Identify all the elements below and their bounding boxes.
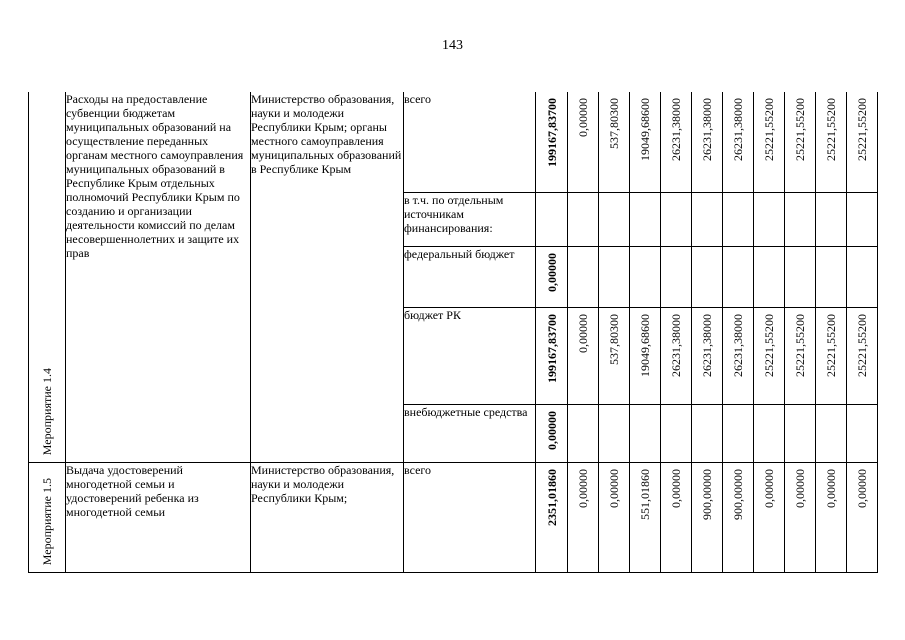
year-cell xyxy=(599,307,630,404)
year-amount: 25221,55200 xyxy=(793,313,807,377)
year-amount: 900,00000 xyxy=(700,468,714,520)
funding-source: внебюджетные средства xyxy=(404,404,536,462)
year-cell xyxy=(630,246,661,307)
year-amount: 0,00000 xyxy=(855,468,869,508)
year-cell xyxy=(723,462,754,572)
year-amount: 25221,55200 xyxy=(824,313,838,377)
year-cell xyxy=(754,192,785,246)
year-cell xyxy=(661,462,692,572)
year-cell xyxy=(847,404,878,462)
year-cell xyxy=(754,246,785,307)
year-amount: 19049,68600 xyxy=(638,313,652,377)
year-amount: 25221,55200 xyxy=(855,313,869,377)
year-amount: 26231,38000 xyxy=(669,313,683,377)
year-amount: 26231,38000 xyxy=(731,98,745,161)
funding-source: всего xyxy=(404,462,536,572)
year-cell xyxy=(568,307,599,404)
year-cell xyxy=(692,192,723,246)
year-cell xyxy=(568,404,599,462)
year-amount: 537,80300 xyxy=(607,98,621,149)
year-cell xyxy=(661,307,692,404)
funding-source: федеральный бюджет xyxy=(404,246,536,307)
year-cell xyxy=(630,92,661,192)
year-cell xyxy=(847,246,878,307)
year-cell xyxy=(723,307,754,404)
year-cell xyxy=(816,404,847,462)
total-cell xyxy=(536,307,568,404)
event-id: Мероприятие 1.4 xyxy=(40,368,54,456)
year-cell xyxy=(816,307,847,404)
funding-source: в т.ч. по отдельным источникам финансирования: xyxy=(404,192,536,246)
year-cell xyxy=(568,92,599,192)
year-amount: 26231,38000 xyxy=(700,313,714,377)
year-cell xyxy=(847,462,878,572)
event-executor: Министерство образования, науки и молодежи Республики Крым; органы местного самоуправления муниципальных образований в Республике Крым xyxy=(251,92,404,462)
year-amount: 551,01860 xyxy=(638,468,652,520)
total-amount: 2351,01860 xyxy=(544,468,559,526)
year-cell xyxy=(785,92,816,192)
year-amount: 25221,55200 xyxy=(855,98,869,161)
year-cell xyxy=(599,462,630,572)
year-cell xyxy=(568,246,599,307)
year-cell xyxy=(847,307,878,404)
year-cell xyxy=(754,404,785,462)
total-amount: 199167,83700 xyxy=(544,313,559,383)
table-row xyxy=(29,462,878,572)
year-cell xyxy=(816,192,847,246)
total-cell xyxy=(536,92,568,192)
year-amount: 0,00000 xyxy=(669,468,683,508)
year-cell xyxy=(599,92,630,192)
year-amount: 0,00000 xyxy=(576,313,590,353)
total-amount: 199167,83700 xyxy=(544,98,559,167)
event-id: Мероприятие 1.5 xyxy=(40,478,54,566)
year-cell xyxy=(692,404,723,462)
total-cell xyxy=(536,192,568,246)
year-cell xyxy=(785,192,816,246)
year-amount: 26231,38000 xyxy=(669,98,683,161)
year-cell xyxy=(661,192,692,246)
year-cell xyxy=(630,404,661,462)
event-id-cell xyxy=(29,462,66,572)
total-cell xyxy=(536,246,568,307)
year-cell xyxy=(692,307,723,404)
year-cell xyxy=(723,246,754,307)
year-amount: 0,00000 xyxy=(824,468,838,508)
year-amount: 19049,68600 xyxy=(638,98,652,161)
event-executor: Министерство образования, науки и молодежи Республики Крым; xyxy=(251,462,404,572)
year-cell xyxy=(723,404,754,462)
year-amount: 0,00000 xyxy=(576,98,590,137)
year-amount: 0,00000 xyxy=(793,468,807,508)
year-cell xyxy=(816,246,847,307)
funding-source: бюджет РК xyxy=(404,307,536,404)
year-cell xyxy=(785,404,816,462)
year-cell xyxy=(692,92,723,192)
year-cell xyxy=(723,92,754,192)
year-cell xyxy=(754,307,785,404)
event-description: Выдача удостоверений многодетной семьи и удостоверений ребенка из многодетной семьи xyxy=(66,462,251,572)
year-cell xyxy=(630,307,661,404)
year-cell xyxy=(754,462,785,572)
event-id-cell xyxy=(29,92,66,462)
year-cell xyxy=(599,192,630,246)
budget-table xyxy=(28,92,878,573)
year-cell xyxy=(630,192,661,246)
year-amount: 25221,55200 xyxy=(824,98,838,161)
year-cell xyxy=(630,462,661,572)
year-cell xyxy=(661,92,692,192)
page-number: 143 xyxy=(442,38,463,53)
year-cell xyxy=(847,92,878,192)
year-amount: 900,00000 xyxy=(731,468,745,520)
year-cell xyxy=(568,462,599,572)
year-cell xyxy=(785,307,816,404)
year-cell xyxy=(785,462,816,572)
year-cell xyxy=(785,246,816,307)
year-cell xyxy=(692,462,723,572)
total-cell xyxy=(536,462,568,572)
year-cell xyxy=(599,246,630,307)
year-amount: 537,80300 xyxy=(607,313,621,365)
year-amount: 25221,55200 xyxy=(762,313,776,377)
year-cell xyxy=(723,192,754,246)
year-amount: 25221,55200 xyxy=(793,98,807,161)
year-amount: 26231,38000 xyxy=(731,313,745,377)
total-cell xyxy=(536,404,568,462)
year-cell xyxy=(599,404,630,462)
year-cell xyxy=(661,246,692,307)
total-amount: 0,00000 xyxy=(544,252,559,292)
funding-source: всего xyxy=(404,92,536,192)
event-description: Расходы на предоставление субвенции бюджетам муниципальных образований на осуществление переданных органам местного самоуправления муниципальных образований в Республике Крым отдельных полномочий Республики Крым по созданию и организации деятельности комиссий по делам несовершеннолетних и защите их прав xyxy=(66,92,251,462)
year-amount: 26231,38000 xyxy=(700,98,714,161)
year-cell xyxy=(661,404,692,462)
table-row xyxy=(29,92,878,192)
year-cell xyxy=(568,192,599,246)
year-cell xyxy=(847,192,878,246)
total-amount: 0,00000 xyxy=(544,410,559,450)
year-amount: 0,00000 xyxy=(576,468,590,508)
year-amount: 25221,55200 xyxy=(762,98,776,161)
year-cell xyxy=(754,92,785,192)
year-cell xyxy=(816,92,847,192)
year-amount: 0,00000 xyxy=(762,468,776,508)
year-amount: 0,00000 xyxy=(607,468,621,508)
year-cell xyxy=(816,462,847,572)
year-cell xyxy=(692,246,723,307)
